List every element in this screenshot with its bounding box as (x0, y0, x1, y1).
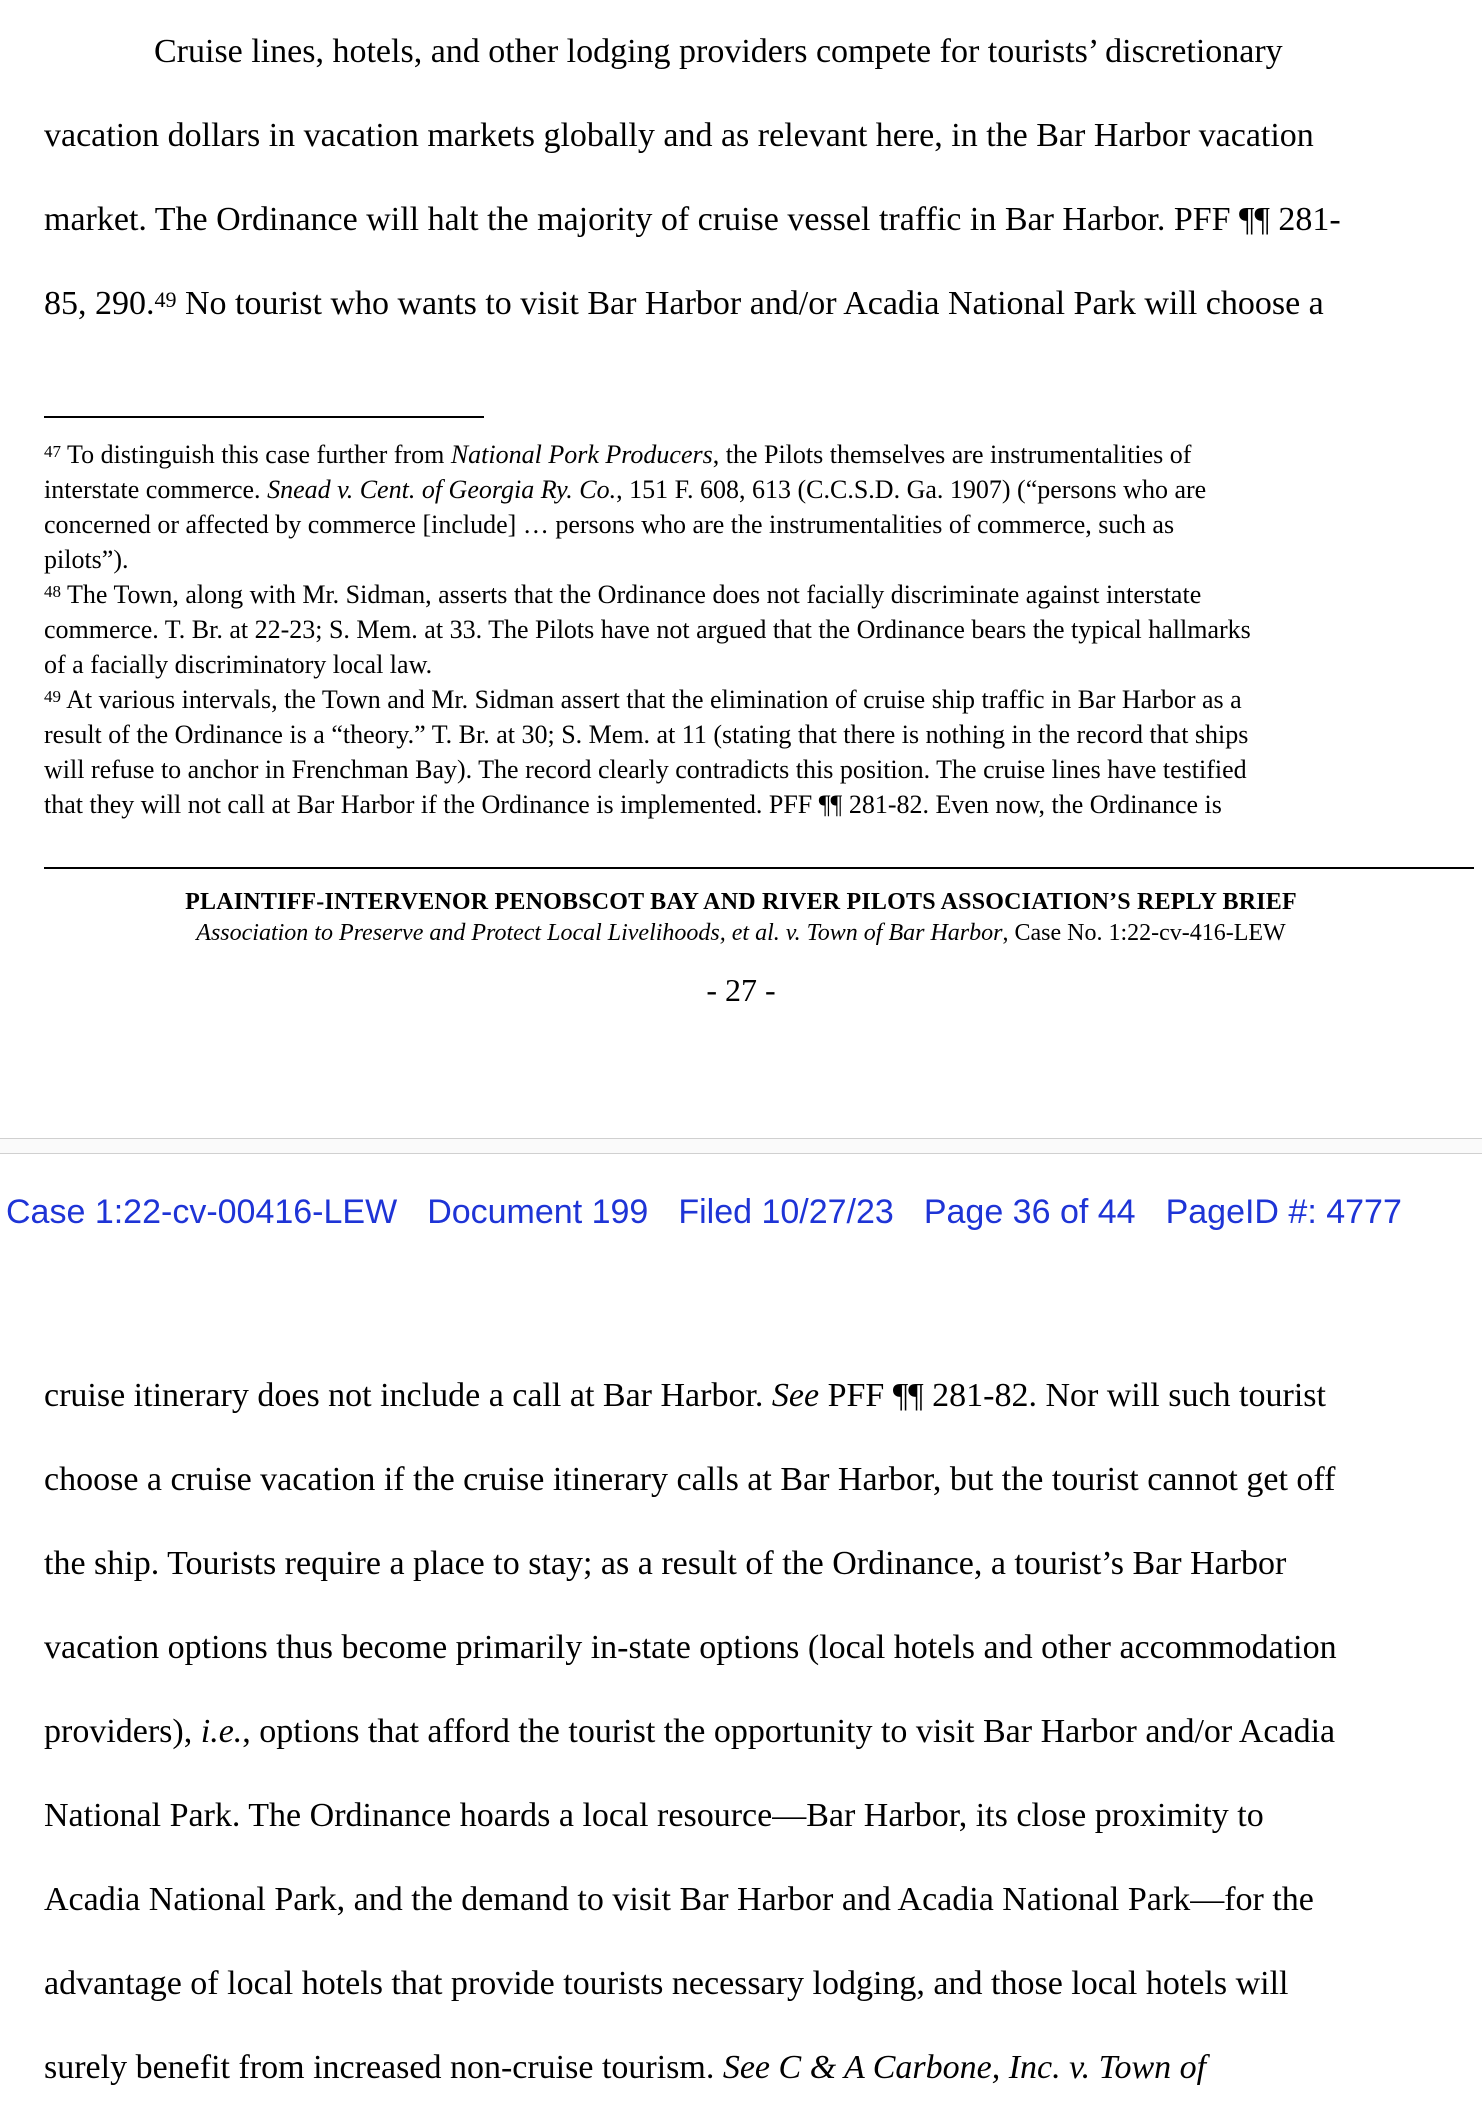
footnote-separator (44, 416, 484, 418)
case-citation-snead: Snead v. Cent. of Georgia Ry. Co. (267, 475, 617, 504)
body-line-8: advantage of local hotels that provide tourists necessary lodging, and those local hotels will (44, 1965, 1289, 2002)
ecf-case-number: Case 1:22-cv-00416-LEW (6, 1193, 398, 1231)
page-number: - 27 - (706, 972, 776, 1008)
footer-case-name: Association to Preserve and Protect Local Livelihoods, et al. v. Town of Bar Harbor (196, 920, 1003, 946)
body-text: providers), (44, 1713, 201, 1750)
footnote-ref-49[interactable]: 49 (154, 287, 177, 312)
footnote-49 (44, 682, 1482, 822)
footnote-49-text: At various intervals, the Town and Mr. Sidman assert that the elimination of cruise ship traffic in Bar Harbor as a (61, 685, 1242, 714)
footnote-47-text: pilots”). (44, 545, 129, 574)
signal-see: See (771, 1377, 820, 1414)
body-line-2: choose a cruise vacation if the cruise itinerary calls at Bar Harbor, but the tourist cannot get off (44, 1461, 1336, 1498)
footer-case-number: , Case No. 1:22-cv-416-LEW (1002, 920, 1286, 946)
footnote-47-text: To distinguish this case further from (61, 440, 451, 469)
footnote-47-text: , the Pilots themselves are instrumentalities of (712, 440, 1192, 469)
footnote-48-text: The Town, along with Mr. Sidman, asserts that the Ordinance does not facially discriminate against interstate (61, 580, 1202, 609)
footnote-48 (44, 577, 1482, 682)
page-28 (0, 1142, 1482, 2102)
footnote-47-text: , 151 F. 608, 613 (C.C.S.D. Ga. 1907) (“persons who are (616, 475, 1207, 504)
body-text: , options that afford the tourist the opportunity to visit Bar Harbor and/or Acadia (242, 1713, 1336, 1750)
body-line-3: the ship. Tourists require a place to stay; as a result of the Ordinance, a tourist’s Bar Harbor (44, 1545, 1287, 1582)
ecf-page-id: PageID #: 4777 (1165, 1193, 1402, 1231)
body-line-7: Acadia National Park, and the demand to visit Bar Harbor and Acadia National Park—for the (44, 1881, 1314, 1918)
ecf-document-number: Document 199 (427, 1193, 649, 1231)
body-line-4 (44, 284, 1482, 324)
body-text: PFF ¶¶ 281-82. Nor will such tourist (819, 1377, 1326, 1414)
footnote-47 (44, 437, 1482, 577)
body-line-9 (44, 2048, 1482, 2088)
footnote-49-number: 49 (44, 687, 61, 706)
body-line-1: Cruise lines, hotels, and other lodging providers compete for tourists’ discretionary (154, 33, 1283, 70)
abbrev-ie: i.e. (200, 1713, 243, 1750)
body-line-5 (44, 1712, 1482, 1752)
footnote-49-text: result of the Ordinance is a “theory.” T. Br. at 30; S. Mem. at 11 (stating that there is nothing in the record that ships (44, 720, 1249, 749)
footnote-47-number: 47 (44, 442, 61, 461)
body-line-4: vacation options thus become primarily in-state options (local hotels and other accommodation (44, 1629, 1337, 1666)
body-text: cruise itinerary does not include a call at Bar Harbor. (44, 1377, 772, 1414)
footer-rule (44, 867, 1474, 869)
ecf-filed-date: Filed 10/27/23 (678, 1193, 894, 1231)
case-citation-national-pork-producers: National Pork Producers (450, 440, 713, 469)
footer-case-caption (0, 916, 1482, 950)
footnotes (44, 437, 1482, 822)
body-line-2: vacation dollars in vacation markets globally and as relevant here, in the Bar Harbor vacation (44, 117, 1314, 154)
footnote-48-text: of a facially discriminatory local law. (44, 650, 433, 679)
footnote-48-text: commerce. T. Br. at 22-23; S. Mem. at 33. The Pilots have not argued that the Ordinance bears the typical hallmarks (44, 615, 1251, 644)
footer-brief-title: PLAINTIFF-INTERVENOR PENOBSCOT BAY AND RIVER PILOTS ASSOCIATION’S REPLY BRIEF (185, 889, 1297, 915)
footnote-49-text: will refuse to anchor in Frenchman Bay). The record clearly contradicts this position. The cruise lines have testified (44, 755, 1247, 784)
footnote-47-text: concerned or affected by commerce [include] … persons who are the instrumentalities of commerce, such as (44, 510, 1175, 539)
body-line-4-rest: No tourist who wants to visit Bar Harbor and/or Acadia National Park will choose a (176, 285, 1324, 322)
body-line-1 (44, 1376, 1482, 1416)
footnote-47-text: interstate commerce. (44, 475, 268, 504)
body-text: surely benefit from increased non-cruise tourism. (44, 2049, 723, 2086)
ecf-page-count: Page 36 of 44 (923, 1193, 1136, 1231)
body-line-3: market. The Ordinance will halt the majority of cruise vessel traffic in Bar Harbor. PFF ¶¶ 281- (44, 201, 1341, 238)
footnote-49-text: that they will not call at Bar Harbor if the Ordinance is implemented. PFF ¶¶ 281-82. Even now, the Ordinance is (44, 790, 1222, 819)
body-line-4-text: 85, 290. (44, 285, 155, 322)
case-citation-carbone: See C & A Carbone, Inc. v. Town of (722, 2049, 1207, 2086)
body-line-6: National Park. The Ordinance hoards a local resource—Bar Harbor, its close proximity to (44, 1797, 1264, 1834)
footnote-48-number: 48 (44, 582, 61, 601)
